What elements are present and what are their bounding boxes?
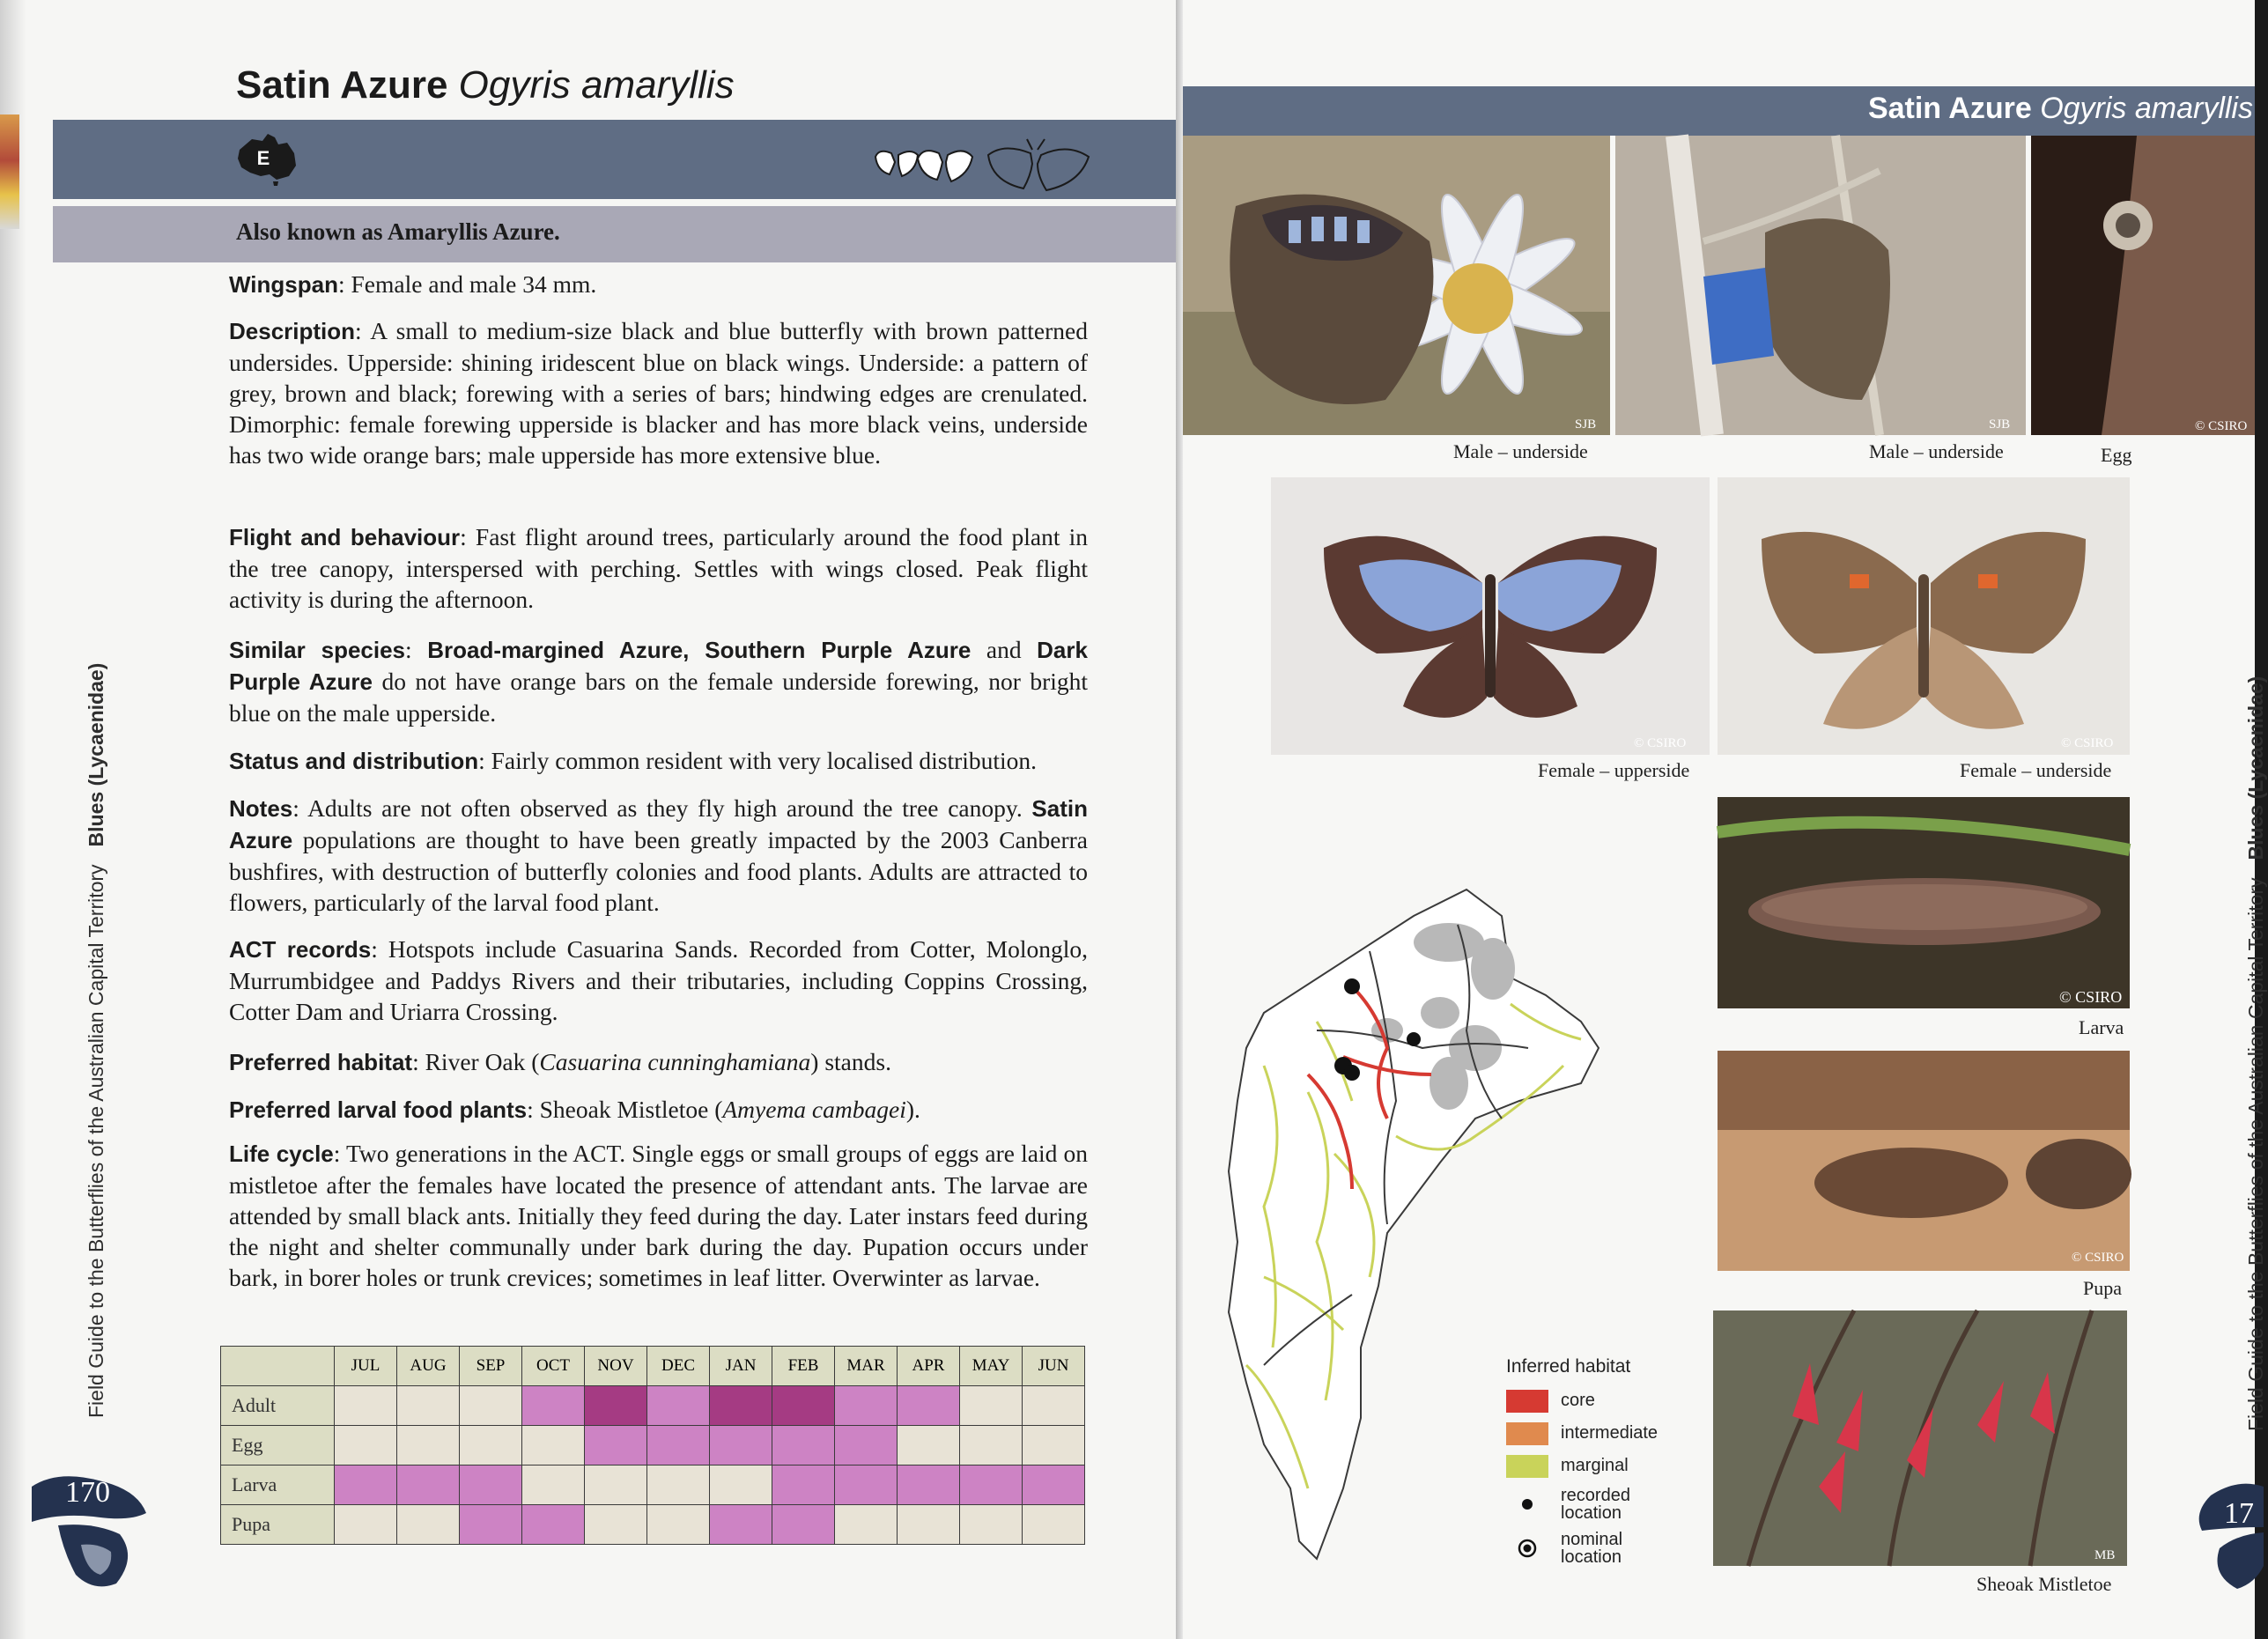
credit-photo-3: © CSIRO (2195, 419, 2248, 433)
credit-photo-1: SJB (1575, 417, 1597, 432)
lifecycle-text: : Two generations in the ACT. Single eggs or small groups of eggs are laid on mistletoe after the females have located the presence of attendant ants. The larvae are attended by small black ants. Initially they feed during the day. Later instars feed during the night and shelter communally under bark during the day. Pupation occurs under bark, in borer holes or trunk crevices; sometimes in leaf litter. Overwinter as larvae. (229, 1140, 1088, 1291)
calendar-cell (960, 1466, 1023, 1505)
calendar-month-nov: NOV (585, 1347, 647, 1386)
book-gutter (1176, 0, 1183, 1639)
calendar-cell (522, 1466, 585, 1505)
calendar-cell (585, 1466, 647, 1505)
larval-italic: Amyema cambagei (722, 1096, 906, 1123)
calendar-cell (960, 1505, 1023, 1545)
calendar-month-mar: MAR (835, 1347, 898, 1386)
species-title-left (236, 63, 735, 107)
legend-core-label: core (1561, 1391, 1595, 1410)
caption-photo-5: Female – underside (1960, 759, 2112, 781)
legend-marginal (1506, 1450, 1658, 1482)
calendar-cell (522, 1386, 585, 1426)
lifecycle-label: Life cycle (229, 1141, 334, 1167)
similar-species-paragraph (229, 634, 1088, 728)
wingspan-paragraph (229, 269, 1088, 300)
calendar-row-pupa (221, 1505, 1085, 1545)
calendar-cell (397, 1426, 460, 1466)
calendar-cell (335, 1466, 397, 1505)
photo-larva (1718, 797, 2130, 1008)
legend-nominal-label-2: location (1561, 1547, 1622, 1567)
calendar-cell (1023, 1386, 1085, 1426)
right-running-head (2244, 639, 2268, 1431)
wingspan-text: : Female and male 34 mm. (337, 270, 597, 298)
credit-photo-2: SJB (1989, 417, 2011, 432)
calendar-corner (221, 1347, 335, 1386)
calendar-month-jul: JUL (335, 1347, 397, 1386)
aka-bar (53, 206, 1176, 262)
calendar-cell (960, 1386, 1023, 1426)
habitat-text-1: : River Oak ( (412, 1048, 540, 1075)
similar-species-1: Broad-margined Azure, Southern Purple Azure (427, 637, 971, 663)
calendar-cell (335, 1426, 397, 1466)
flight-text: : Fast flight around trees, particularly around the food plant in the tree canopy, interspersed with perching. Settles with wings closed. Peak flight activity is during the afternoon. (229, 523, 1089, 613)
habitat-text-2: ) stands. (810, 1048, 891, 1075)
calendar-cell (585, 1505, 647, 1545)
photo-male-underside-2 (1615, 136, 2026, 435)
species-common-name: Satin Azure (236, 63, 448, 107)
similar-species-2: Dark Purple Azure (229, 637, 1088, 695)
larval-label: Preferred larval food plants (229, 1096, 528, 1123)
legend-intermediate-swatch (1506, 1422, 1548, 1445)
calendar-cell (460, 1426, 522, 1466)
caption-photo-8: Sheoak Mistletoe (1976, 1573, 2112, 1595)
calendar-cell (335, 1505, 397, 1545)
calendar-cell (898, 1466, 960, 1505)
legend-nominal-label-1: nominal (1561, 1530, 1623, 1549)
calendar-cell (585, 1426, 647, 1466)
photo-female-underside (1718, 477, 2130, 755)
calendar-cell (898, 1426, 960, 1466)
calendar-month-feb: FEB (772, 1347, 835, 1386)
calendar-cell (335, 1386, 397, 1426)
calendar-cell (835, 1386, 898, 1426)
larval-text-2: ). (905, 1096, 920, 1123)
calendar-month-dec: DEC (647, 1347, 710, 1386)
habitat-italic: Casuarina cunninghamiana (539, 1048, 811, 1075)
map-legend (1506, 1356, 1658, 1570)
legend-recorded (1506, 1482, 1658, 1526)
calendar-cell (772, 1466, 835, 1505)
page-number-left: 170 (65, 1476, 110, 1509)
calendar-cell (460, 1466, 522, 1505)
legend-recorded-label-1: recorded (1561, 1486, 1630, 1505)
status-paragraph (229, 745, 1088, 777)
nominal-location-target-icon (1506, 1539, 1548, 1558)
calendar-cell (397, 1466, 460, 1505)
australia-map-badge-icon (234, 132, 299, 187)
calendar-cell (647, 1505, 710, 1545)
similar-text: do not have orange bars on the female underside forewing, nor bright blue on the male upperside. (229, 668, 1089, 727)
calendar-cell (835, 1426, 898, 1466)
habitat-label: Preferred habitat (229, 1049, 413, 1075)
photo-egg (2031, 136, 2255, 435)
credit-photo-5: © CSIRO (2061, 736, 2114, 750)
legend-intermediate (1506, 1417, 1658, 1450)
size-butterfly-icons (872, 136, 1176, 196)
legend-marginal-swatch (1506, 1455, 1548, 1478)
calendar-cell (772, 1426, 835, 1466)
calendar-header-row (221, 1347, 1085, 1386)
calendar-cell (585, 1386, 647, 1426)
page-number-right: 17 (2224, 1497, 2254, 1530)
description-text: : A small to medium-size black and blue butterfly with brown patterned undersides. Upperside: shining iridescent blue on black wings. Underside: a pattern of grey, brown and black; forewing with a series of bars; hindwing edges are crenulated. Dimorphic: female forewing upperside is blacker and has more black veins, underside has two wide orange bars; male upperside has more extensive blue. (229, 317, 1088, 469)
legend-title: Inferred habitat (1506, 1356, 1631, 1377)
calendar-cell (1023, 1466, 1085, 1505)
caption-photo-2: Male – underside (1869, 440, 2004, 462)
notes-text-2: populations are thought to have been greatly impacted by the 2003 Canberra bushfires, with destruction of butterfly colonies and food plants. Adults are attracted to flowers, particularly of the larval food plant. (229, 826, 1088, 916)
habitat-paragraph (229, 1046, 1088, 1078)
calendar-cell (647, 1466, 710, 1505)
calendar-cell (397, 1386, 460, 1426)
legend-nominal (1506, 1526, 1658, 1570)
photo-sheoak-mistletoe (1713, 1310, 2127, 1566)
calendar-cell (710, 1426, 772, 1466)
caption-photo-1: Male – underside (1453, 440, 1588, 462)
calendar-cell (772, 1386, 835, 1426)
legend-recorded-label-2: location (1561, 1503, 1622, 1523)
calendar-month-sep: SEP (460, 1347, 522, 1386)
calendar-row-larva (221, 1466, 1085, 1505)
flight-label: Flight and behaviour (229, 524, 461, 550)
calendar-cell (898, 1505, 960, 1545)
species-title-right (1868, 92, 2253, 126)
page-edge-shadow (0, 0, 26, 1639)
calendar-cell (960, 1426, 1023, 1466)
caption-photo-6: Larva (2079, 1016, 2124, 1038)
calendar-month-may: MAY (960, 1347, 1023, 1386)
calendar-row-label: Egg (221, 1426, 335, 1466)
calendar-cell (397, 1505, 460, 1545)
calendar-cell (710, 1505, 772, 1545)
also-known-as: Also known as Amaryllis Azure. (236, 218, 560, 245)
larval-text-1: : Sheoak Mistletoe ( (527, 1096, 723, 1123)
calendar-month-apr: APR (898, 1347, 960, 1386)
status-text: : Fairly common resident with very localised distribution. (478, 747, 1038, 774)
left-running-head-title: Field Guide to the Butterflies of the Australian Capital Territory (85, 864, 107, 1418)
photo-pupa (1718, 1051, 2130, 1271)
calendar-cell (835, 1505, 898, 1545)
calendar-row-label: Larva (221, 1466, 335, 1505)
photo-female-upperside (1271, 477, 1710, 755)
photo-male-underside-1 (1183, 136, 1610, 435)
similar-label: Similar species (229, 637, 406, 663)
credit-photo-6: © CSIRO (2059, 988, 2123, 1006)
calendar-cell (647, 1386, 710, 1426)
larval-food-paragraph (229, 1094, 1088, 1126)
notes-label: Notes (229, 795, 293, 822)
right-running-head-title: Field Guide to the Butterflies of the Australian Capital Territory (2244, 877, 2267, 1431)
calendar-month-jan: JAN (710, 1347, 772, 1386)
left-running-head (85, 625, 108, 1418)
calendar-cell (898, 1386, 960, 1426)
calendar-cell (460, 1386, 522, 1426)
page-edge-tabs (0, 114, 19, 229)
similar-sep: : (405, 636, 428, 663)
calendar-cell (710, 1386, 772, 1426)
calendar-month-aug: AUG (397, 1347, 460, 1386)
species-latin-name: Ogyris amaryllis (458, 63, 735, 107)
legend-core (1506, 1384, 1658, 1417)
calendar-row-adult (221, 1386, 1085, 1426)
act-label: ACT records (229, 936, 372, 963)
calendar-cell (1023, 1426, 1085, 1466)
caption-photo-4: Female – upperside (1538, 759, 1690, 781)
right-species-common-name: Satin Azure (1867, 92, 2032, 125)
calendar-row-label: Pupa (221, 1505, 335, 1545)
wingspan-label: Wingspan (229, 271, 338, 298)
calendar-row-label: Adult (221, 1386, 335, 1426)
act-text: : Hotspots include Casuarina Sands. Recorded from Cotter, Molonglo, Murrumbidgee and Paddys Rivers and their tributaries, including Coppins Crossing, Cotter Dam and Uriarra Crossing. (229, 935, 1088, 1025)
caption-photo-3: Egg (2101, 444, 2132, 466)
calendar-row-egg (221, 1426, 1085, 1466)
calendar-cell (1023, 1505, 1085, 1545)
calendar-cell (460, 1505, 522, 1545)
right-species-latin-name: Ogyris amaryllis (2040, 92, 2253, 125)
calendar-month-jun: JUN (1023, 1347, 1085, 1386)
legend-marginal-label: marginal (1561, 1456, 1629, 1475)
calendar-cell (772, 1505, 835, 1545)
calendar-cell (522, 1505, 585, 1545)
calendar-cell (647, 1426, 710, 1466)
act-records-paragraph (229, 934, 1088, 1027)
legend-intermediate-label: intermediate (1561, 1423, 1659, 1443)
distribution-badge-letter: E (256, 147, 270, 169)
status-label: Status and distribution (229, 748, 479, 774)
caption-photo-7: Pupa (2083, 1277, 2122, 1299)
calendar-cell (522, 1426, 585, 1466)
credit-photo-4: © CSIRO (1634, 736, 1687, 750)
calendar-cell (710, 1466, 772, 1505)
calendar-month-oct: OCT (522, 1347, 585, 1386)
notes-paragraph (229, 793, 1088, 918)
recorded-location-dot-icon (1506, 1498, 1548, 1510)
notes-text-1: : Adults are not often observed as they fly high around the tree canopy. (292, 794, 1032, 822)
left-running-head-category: Blues (Lycaenidae) (85, 662, 107, 847)
flight-paragraph (229, 521, 1088, 615)
similar-and: and (971, 636, 1038, 663)
right-running-head-category: Blues (Lycaenidae) (2244, 676, 2267, 860)
description-paragraph (229, 315, 1088, 470)
credit-photo-8: MB (2094, 1548, 2116, 1562)
flight-calendar-table (220, 1346, 1085, 1545)
notes-bold-species: Satin Azure (229, 795, 1088, 853)
credit-photo-7: © CSIRO (2072, 1251, 2124, 1265)
life-cycle-paragraph (229, 1138, 1088, 1293)
description-label: Description (229, 318, 356, 344)
legend-core-swatch (1506, 1390, 1548, 1413)
calendar-cell (835, 1466, 898, 1505)
